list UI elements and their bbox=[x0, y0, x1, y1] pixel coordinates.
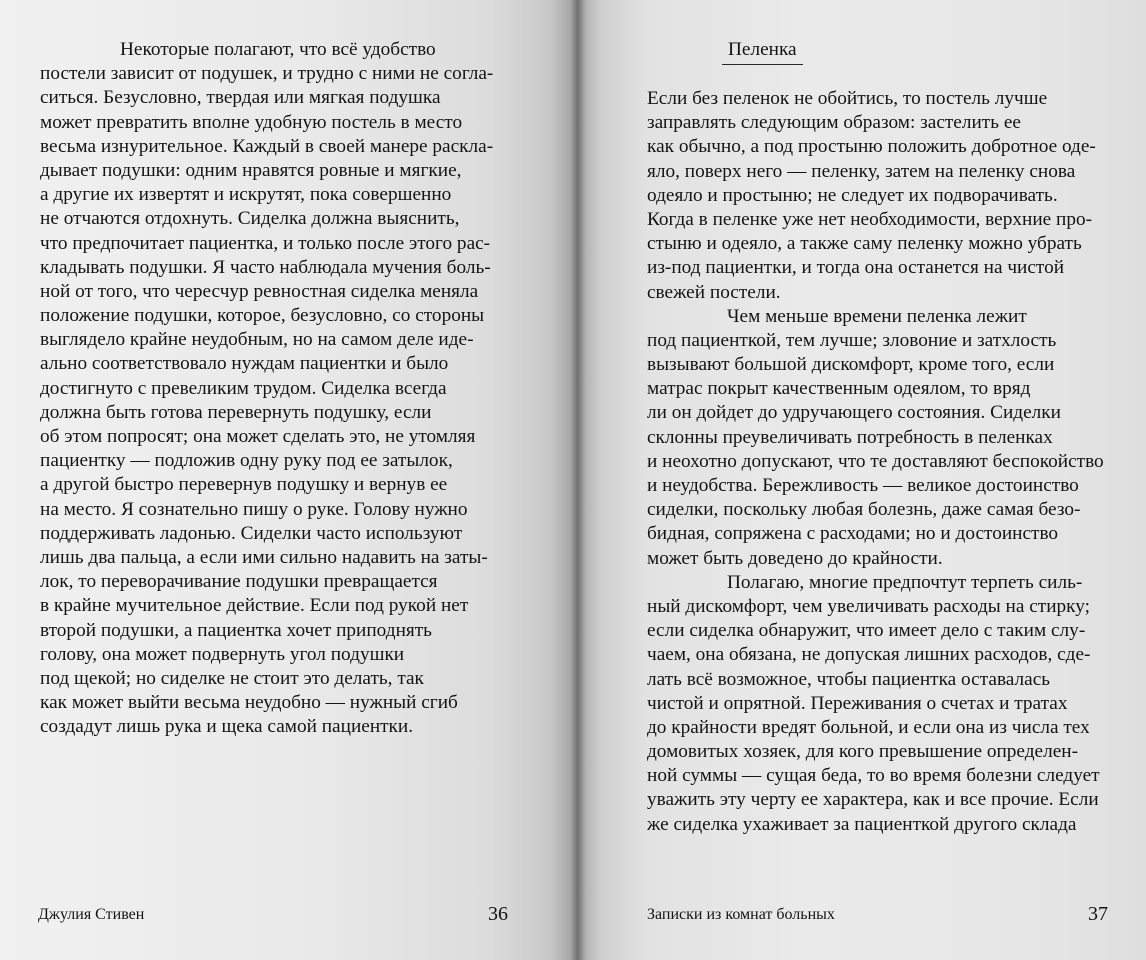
text-line: Чем меньше времени пеленка лежит bbox=[727, 305, 1027, 327]
text-line: в крайне мучительное действие. Если под рукой нет bbox=[40, 595, 469, 617]
text-line: не отчаются отдохнуть. Сиделка должна выяснить, bbox=[40, 208, 460, 230]
page-number: 36 bbox=[488, 903, 508, 925]
text-line: под пациенткой, тем лучше; зловоние и затхлость bbox=[647, 329, 1057, 351]
text-line: домовитых хозяек, для кого превышение определен- bbox=[647, 741, 1079, 763]
text-line: чаем, она обязана, не допуская лишних расходов, сде- bbox=[647, 644, 1091, 666]
text-line: стыню и одеяло, а также саму пеленку можно убрать bbox=[647, 233, 1082, 255]
right-page-text bbox=[647, 87, 1104, 837]
right-page bbox=[578, 0, 1146, 960]
text-line: создадут лишь рука и щека самой пациентки. bbox=[40, 716, 414, 738]
footer-book-title: Записки из комнат больных bbox=[647, 906, 835, 923]
text-line: сиделки, поскольку любая болезнь, даже самая безо- bbox=[647, 499, 1081, 521]
text-line: вызывают большой дискомфорт, кроме того, если bbox=[647, 354, 1055, 376]
text-line: лать всё возможное, чтобы пациентка оставалась bbox=[647, 668, 1051, 690]
text-line: чистой и опрятной. Переживания о счетах и тратах bbox=[647, 692, 1068, 714]
text-line: Некоторые полагают, что всё удобство bbox=[120, 39, 436, 60]
text-line: второй подушки, а пациентка хочет приподнять bbox=[40, 619, 432, 641]
text-line: а другие их извертят и искрутят, пока совершенно bbox=[40, 184, 452, 206]
text-line: весьма изнурительное. Каждый в своей манере раскла- bbox=[40, 135, 494, 157]
text-line: как может выйти весьма неудобно — нужный сгиб bbox=[40, 692, 458, 714]
text-line: ный дискомфорт, чем увеличивать расходы на стирку; bbox=[647, 595, 1091, 617]
footer-author: Джулия Стивен bbox=[38, 906, 145, 923]
text-line: матрас покрыт качественным одеялом, то вряд bbox=[647, 378, 1031, 400]
text-line: же сиделка ухаживает за пациенткой другого склада bbox=[647, 813, 1077, 835]
text-line: яло, поверх него — пеленку, затем на пеленку снова bbox=[647, 160, 1076, 182]
text-line: положение подушки, которое, безусловно, со стороны bbox=[40, 305, 485, 327]
text-line: лишь два пальца, а если ими сильно надавить на заты- bbox=[40, 546, 488, 568]
book-gutter-shadow bbox=[570, 0, 586, 960]
text-line: из-под пациентки, и тогда она останется на чистой bbox=[647, 257, 1065, 279]
text-line: под щекой; но сиделке не стоит это делать, так bbox=[40, 667, 424, 689]
text-line: бидная, сопряжена с расходами; но и достоинство bbox=[647, 523, 1059, 545]
text-line: лок, то переворачивание подушки превращается bbox=[40, 571, 438, 593]
text-line: одеяло и простыню; не следует их подворачивать. bbox=[647, 184, 1058, 206]
text-line: как обычно, а под простыню положить добротное оде- bbox=[647, 136, 1096, 158]
text-line: Полагаю, многие предпочтут терпеть силь- bbox=[727, 571, 1083, 593]
text-line: а другой быстро перевернув подушку и вернув ее bbox=[40, 474, 448, 496]
text-line: может быть доведено до крайности. bbox=[647, 547, 943, 569]
text-line: ной суммы — сущая беда, то во время болезни следует bbox=[647, 765, 1100, 787]
text-line: поддерживать ладонью. Сиделки часто используют bbox=[40, 522, 463, 544]
text-line: на место. Я сознательно пишу о руке. Голову нужно bbox=[40, 498, 468, 520]
text-line: уважить эту черту ее характера, как и все прочие. Если bbox=[647, 789, 1099, 811]
text-line: достигнуто с превеликим трудом. Сиделка всегда bbox=[40, 377, 447, 399]
text-line: может превратить вполне удобную постель в место bbox=[40, 111, 463, 133]
text-line: Если без пеленок не обойтись, то постель лучше bbox=[647, 88, 1048, 109]
text-line: ной от того, что чересчур ревностная сиделка меняла bbox=[40, 280, 479, 302]
text-line: и неудобства. Бережливость — великое достоинство bbox=[647, 475, 1079, 496]
text-line: постели зависит от подушек, и трудно с ними не согла- bbox=[40, 63, 494, 85]
text-line: до крайности вредят больной, и если она из числа тех bbox=[647, 716, 1090, 738]
page-number: 37 bbox=[1088, 903, 1108, 925]
left-page-text bbox=[40, 38, 493, 739]
text-line: выглядело крайне неудобным, но на самом деле иде- bbox=[40, 329, 474, 351]
text-line: об этом попросят; она может сделать это, не утомляя bbox=[40, 426, 476, 447]
text-line: что предпочитает пациентка, и только после этого рас- bbox=[40, 232, 491, 254]
text-line: голову, она может подвернуть угол подушки bbox=[40, 643, 405, 665]
section-heading: Пеленка bbox=[722, 38, 803, 65]
text-line: ально соответствовало нуждам пациентки и было bbox=[40, 353, 449, 375]
text-line: склонны преувеличивать потребность в пеленках bbox=[647, 426, 1053, 448]
text-line: пациентку — подложив одну руку под ее затылок, bbox=[40, 450, 453, 472]
text-line: дывает подушки: одним нравятся ровные и мягкие, bbox=[40, 159, 462, 181]
text-line: должна быть готова перевернуть подушку, если bbox=[40, 401, 432, 423]
text-line: свежей постели. bbox=[647, 281, 781, 303]
text-line: и неохотно допускают, что те доставляют беспокойство bbox=[647, 450, 1104, 472]
text-line: ситься. Безусловно, твердая или мягкая подушка bbox=[40, 87, 441, 109]
text-line: кладывать подушки. Я часто наблюдала мучения боль- bbox=[40, 256, 491, 278]
text-line: Когда в пеленке уже нет необходимости, верхние про- bbox=[647, 208, 1093, 230]
text-line: если сиделка обнаружит, что имеет дело с таким слу- bbox=[647, 620, 1086, 642]
text-line: заправлять следующим образом: застелить ее bbox=[647, 112, 1021, 134]
text-line: ли он дойдет до удручающего состояния. Сиделки bbox=[647, 402, 1061, 424]
